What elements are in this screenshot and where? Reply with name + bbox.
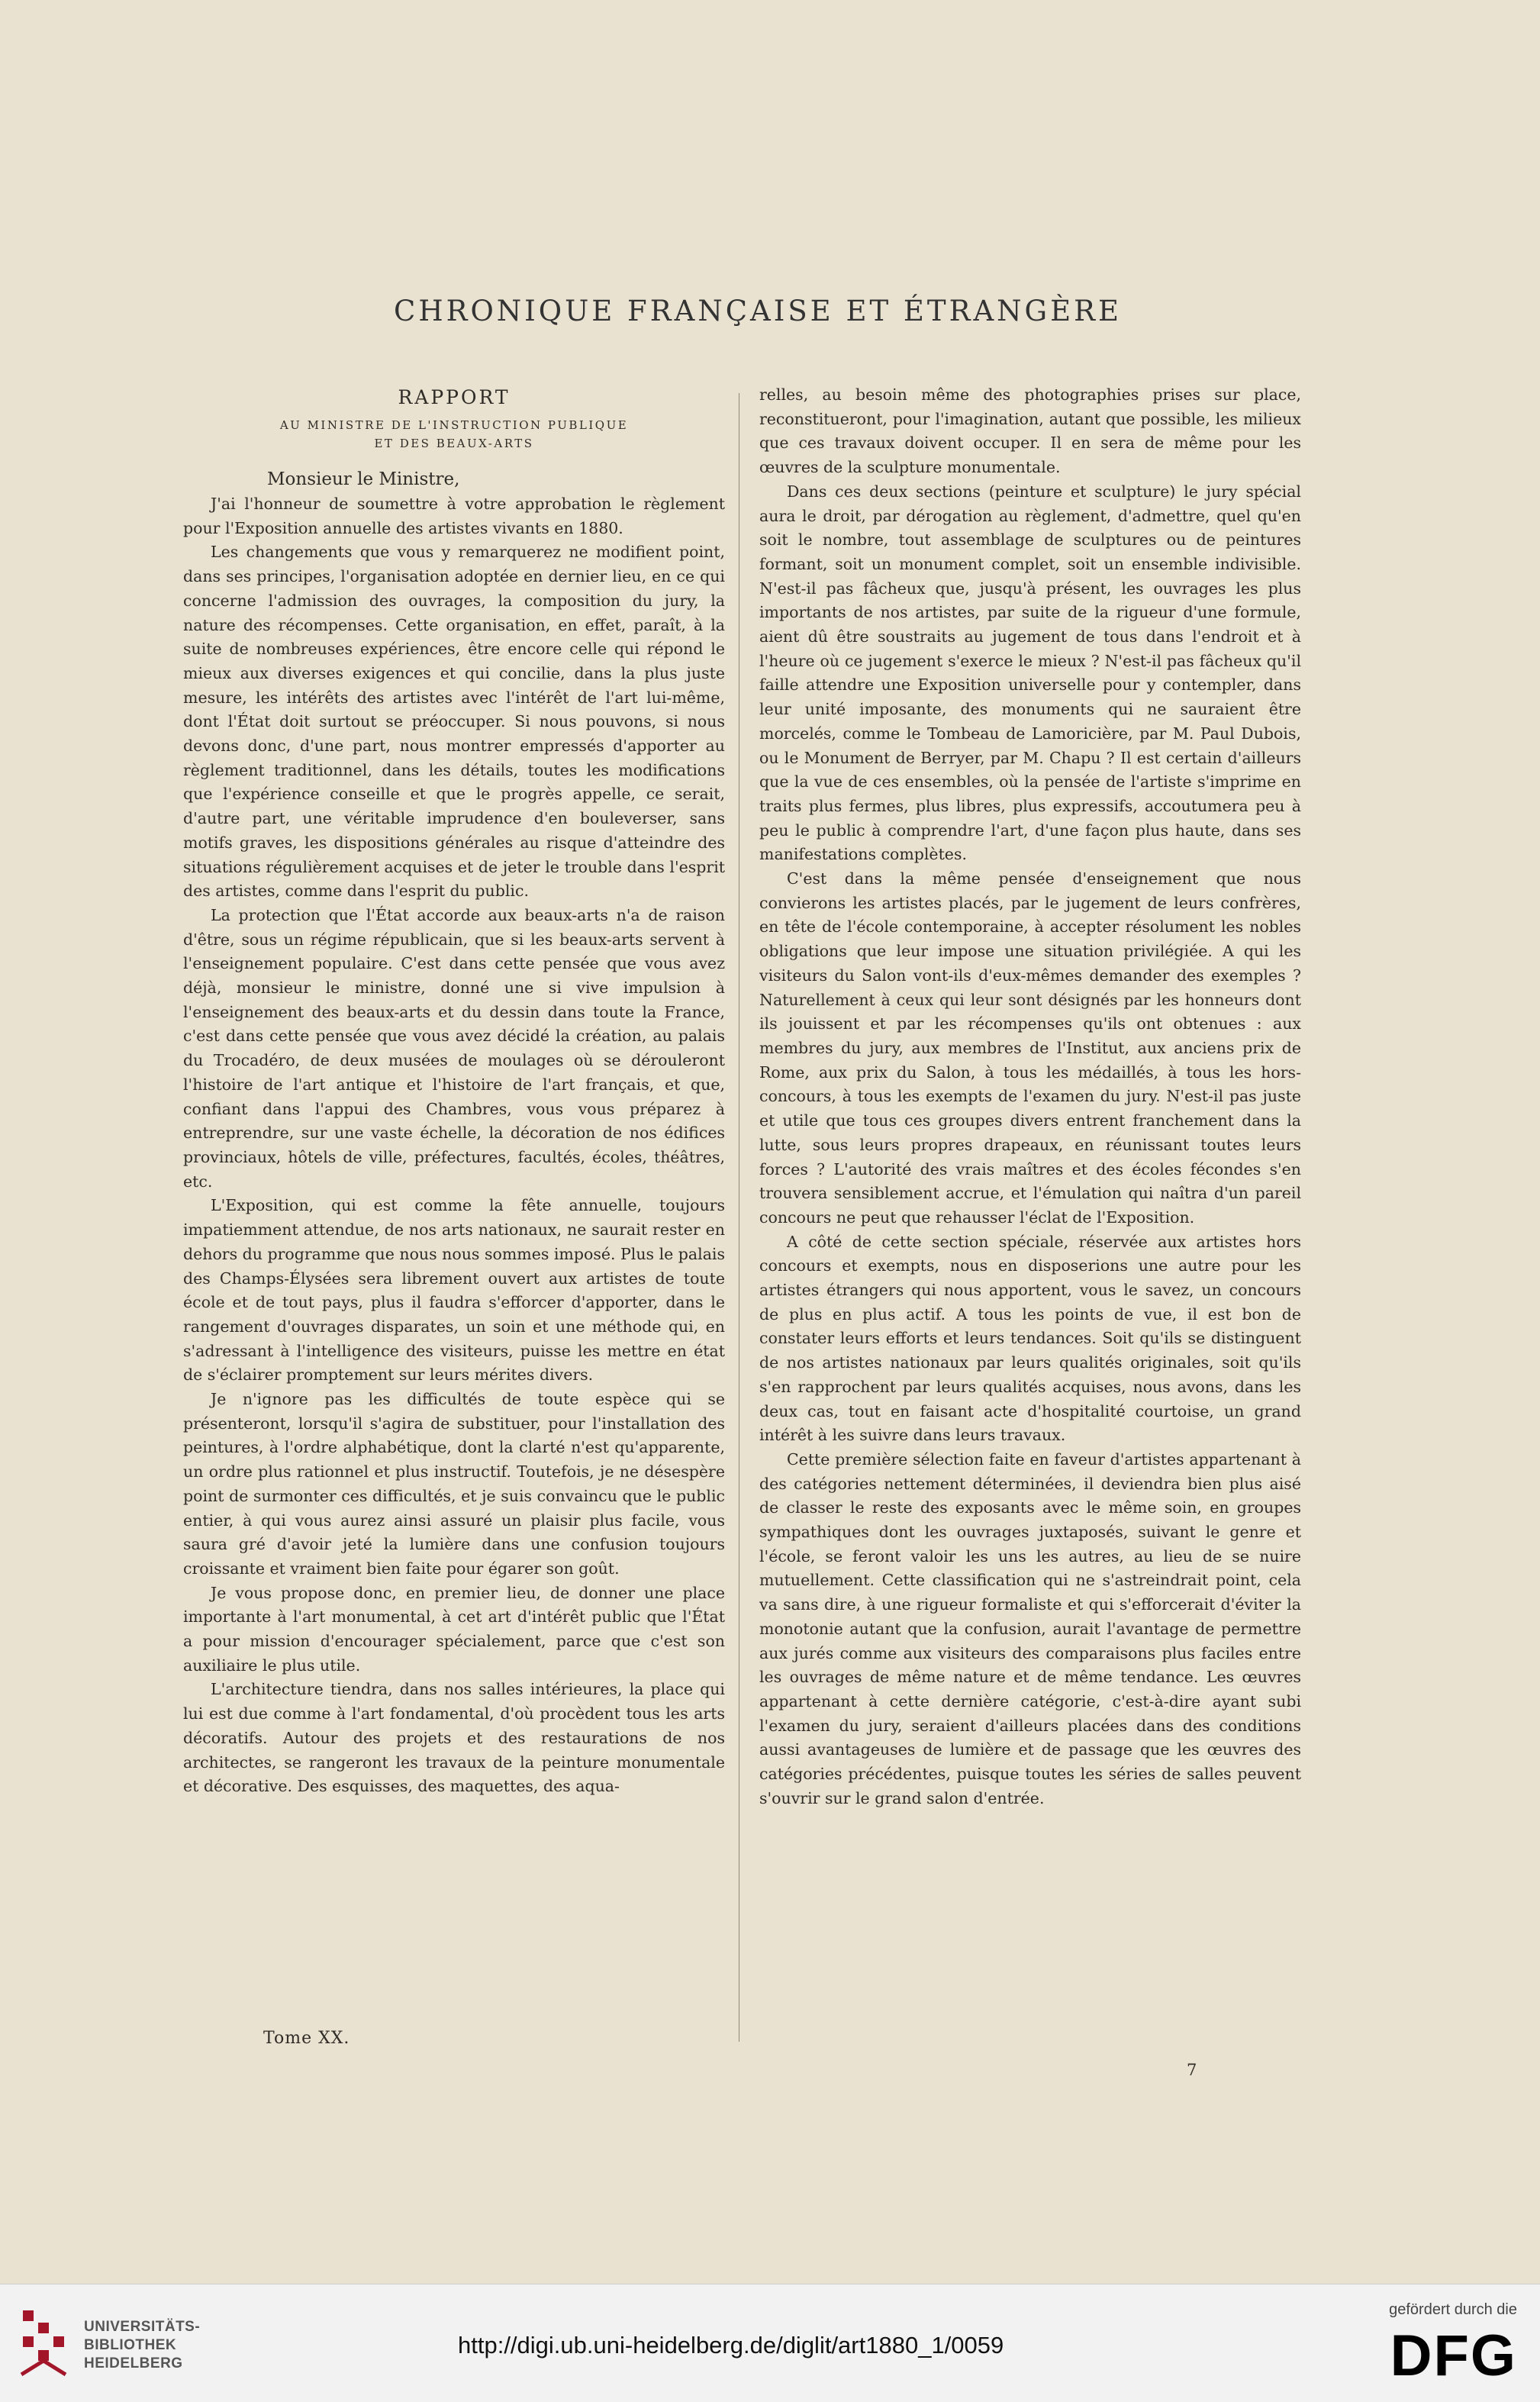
left-column (183, 383, 725, 1799)
paragraph: relles, au besoin même des photographies prises sur place, reconstitueront, pour l'imagination, autant que possible, les milieux que ces travaux doivent occuper. Il en sera de même pour les œuvres de la sculpture monumentale. (759, 385, 1301, 477)
paragraph: L'architecture tiendra, dans nos salles intérieures, la place qui lui est due comme à l'art fondamental, d'où procèdent tous les arts décoratifs. Autour des projets et des restaurations de nos architectes, se rangeront les travaux de la peinture monumentale et décorative. Des esquisses, des maquettes, des aqua- (183, 1680, 725, 1796)
paragraph: Je n'ignore pas les difficultés de toute espèce qui se présenteront, lorsqu'il s'agira de substituer, pour l'installation des peintures, à l'ordre alphabétique, dont la clarté n'est qu'apparente, un ordre plus rationnel et plus instructif. Toutefois, je ne désespère point de surmonter ces difficultés, et je suis convaincu que le public entier, à qui vous aurez ainsi assuré un plaisir plus facile, vous saura gré d'avoir jeté la lumière dans une confusion toujours croissante et vraiment bien faite pour égarer son goût. (183, 1390, 725, 1578)
section-subheading (183, 416, 725, 453)
paragraph: La protection que l'État accorde aux beaux-arts n'a de raison d'être, sous un régime républicain, que si les beaux-arts servent à l'enseignement populaire. C'est dans cette pensée que vous avez déjà, monsieur le ministre, donné une si vive impulsion à l'enseignement des beaux-arts et du dessin dans toute la France, c'est dans cette pensée que vous avez décidé la création, au palais du Trocadéro, de deux musées de moulages où se dérouleront l'histoire de l'art antique et l'histoire de l'art français, et que, confiant dans l'appui des Chambres, vous vous préparez à entreprendre, sur une vaste échelle, la décoration de nos édifices provinciaux, hôtels de ville, préfectures, facultés, écoles, théâtres, etc. (183, 905, 725, 1191)
permalink-url[interactable]: http://digi.ub.uni-heidelberg.de/diglit/art1880_1/0059 (458, 2332, 1004, 2358)
volume-label: Tome XX. (263, 2029, 350, 2048)
university-name-line: HEIDELBERG (84, 2355, 183, 2371)
university-name-line: UNIVERSITÄTS- (84, 2319, 201, 2335)
page-title: CHRONIQUE FRANÇAISE ET ÉTRANGÈRE (394, 295, 1122, 327)
paragraph: C'est dans la même pensée d'enseignement que nous convierons les artistes placés, par le jugement de leurs confrères, en tête de l'école contemporaine, à accepter résolument les nobles obligations que leur impose une situation privilégiée. A qui les visiteurs du Salon vont-ils d'eux-mêmes demander des exemples ? Naturellement à ceux qui leur sont désignés par les honneurs dont ils jouissent et par les récompenses qu'ils ont obtenues : aux membres du jury, aux membres de l'Institut, aux anciens prix de Rome, aux prix du Salon, à tous les médaillés, à tous les hors-concours, à tous les exempts de l'examen du jury. N'est-il pas juste et utile que tous ces groupes divers entrent franchement dans la lutte, sous leurs propres drapeaux, en réunissant toutes leurs forces ? L'autorité des vrais maîtres et des écoles fécondes s'en trouvera sensiblement accrue, et l'émulation qui naîtra d'un pareil concours ne peut que rehausser l'éclat de l'Exposition. (759, 869, 1301, 1227)
university-logo-icon[interactable] (17, 2306, 70, 2379)
viewer-footer-bar (0, 2284, 1540, 2402)
university-name[interactable] (84, 2318, 200, 2373)
university-name-line: BIBLIOTHEK (84, 2337, 177, 2353)
paragraph: Cette première sélection faite en faveur d'artistes appartenant à des catégories nettement déterminées, il deviendra bien plus aisé de classer le reste des exposants avec le même soin, en groupes sympathiques dont les ouvrages juxtaposés, suivant le genre et l'école, se feront valoir les uns les autres, au lieu de se nuire mutuellement. Cette classification qui ne s'astreindrait point, cela va sans dire, à une rigueur formaliste et qui s'efforcerait d'éviter la monotonie autant que la confusion, aurait l'avantage de permettre aux jurés comme aux visiteurs des comparaisons plus faciles entre les ouvrages de même nature et de même tendance. Les œuvres appartenant à cette dernière catégorie, c'est-à-dire ayant subi l'examen du jury, seraient d'ailleurs placées dans des conditions aussi avantageuses de lumière et de passage que les œuvres des catégories précédentes, puisque toutes les séries de salles peuvent s'ouvrir sur le grand salon d'entrée. (759, 1449, 1301, 1807)
right-column (759, 383, 1301, 1810)
paragraph: A côté de cette section spéciale, réservée aux artistes hors concours et exempts, nous en disposerions une autre pour les artistes étrangers qui nous apportent, vous le savez, un concours de plus en plus actif. A tous les points de vue, il est bon de constater leurs efforts et leurs tendances. Soit qu'ils se distinguent de nos artistes nationaux par leurs qualités originales, soit qu'ils s'en rapprochent par leurs qualités acquises, nous avons, dans les deux cas, tout en faisant acte d'hospitalité courtoise, un grand intérêt à les suivre dans leurs travaux. (759, 1232, 1301, 1445)
section-subheading-line: ET DES BEAUX-ARTS (374, 437, 534, 450)
paragraph: Les changements que vous y remarquerez ne modifient point, dans ses principes, l'organisation adoptée en dernier lieu, en ce qui concerne l'admission des ouvrages, la composition du jury, la nature des récompenses. Cette organisation, en effet, paraît, à la suite de nombreuses expériences, être encore celle qui répond le mieux aux diverses exigences et qui concilie, dans la plus juste mesure, les intérêts des artistes avec l'intérêt de l'art lui-même, dont l'État doit surtout se préoccuper. Si nous pouvons, si nous devons donc, d'une part, nous montrer empressés d'apporter au règlement traditionnel, dans les détails, toutes les modifications que l'expérience conseille et que le progrès appelle, ce serait, d'autre part, une véritable imprudence d'en bouleverser, sans motifs graves, les dispositions générales au risque d'atteindre des situations régulièrement acquises et de jeter le trouble dans l'esprit des artistes, comme dans l'esprit du public. (183, 543, 725, 901)
dfg-logo[interactable]: DFG (1390, 2323, 1517, 2388)
salutation: Monsieur le Ministre, (267, 469, 460, 489)
page-number: 7 (1187, 2061, 1197, 2079)
paragraph: Dans ces deux sections (peinture et sculpture) le jury spécial aura le droit, par dérogation au règlement, d'admettre, quel qu'en soit le nombre, tout assemblage de sculptures ou de peintures formant, soit un monument complet, soit un ensemble indivisible. N'est-il pas fâcheux que, jusqu'à présent, les ouvrages les plus importants de nos artistes, par suite de la rigueur d'une formule, aient dû être soustraits au jugement de tous dans l'endroit et à l'heure où ce jugement s'exerce le mieux ? N'est-il pas fâcheux qu'il faille attendre une Exposition universelle pour y contempler, dans leur unité imposante, des monuments qui ne sauraient être morcelés, comme le Tombeau de Lamoricière, par M. Paul Dubois, ou le Monument de Berryer, par M. Chapu ? Il est certain d'ailleurs que la vue de ces ensembles, où la pensée de l'artiste s'imprime en traits plus fermes, plus libres, plus expressifs, accoutumera peu à peu le public à comprendre l'art, d'une façon plus haute, dans ses manifestations complètes. (759, 482, 1301, 864)
section-subheading-line: AU MINISTRE DE L'INSTRUCTION PUBLIQUE (279, 418, 629, 432)
paragraph: J'ai l'honneur de soumettre à votre approbation le règlement pour l'Exposition annuelle des artistes vivants en 1880. (183, 495, 725, 537)
paragraph: Je vous propose donc, en premier lieu, de donner une place importante à l'art monumental, à cet art d'intérêt public que l'État a pour mission d'encourager spécialement, parce que c'est son auxiliaire le plus utile. (183, 1583, 725, 1675)
section-heading: RAPPORT (398, 386, 511, 408)
paragraph: L'Exposition, qui est comme la fête annuelle, toujours impatiemment attendue, de nos arts nationaux, ne saurait rester en dehors du programme que nous nous sommes imposé. Plus le palais des Champs-Élysées sera librement ouvert aux artistes de toute école et de tout pays, plus il faudra s'efforcer d'apporter, dans le rangement d'ouvrages disparates, un soin et une méthode qui, en s'adressant à l'intelligence des visiteurs, puisse les mettre en état de s'éclairer promptement sur leurs mérites divers. (183, 1196, 726, 1385)
funded-by-label: gefördert durch die (1389, 2301, 1517, 2318)
